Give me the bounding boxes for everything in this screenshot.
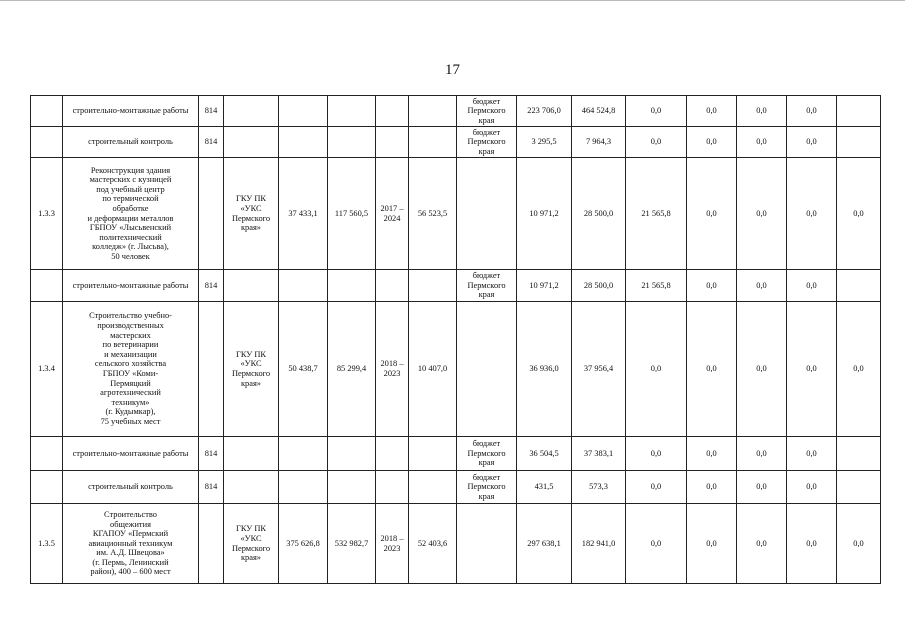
amount-year-1: 3 295,5 xyxy=(517,127,572,158)
estimated-cost xyxy=(279,270,328,302)
amount-year-2: 28 500,0 xyxy=(572,158,626,270)
amount-year-2: 7 964,3 xyxy=(572,127,626,158)
amount-year-6: 0,0 xyxy=(787,158,837,270)
table-row xyxy=(31,270,881,302)
estimated-cost xyxy=(279,96,328,127)
remaining-cost xyxy=(409,270,457,302)
work-type-name: строительный контроль xyxy=(63,127,199,158)
capacity-cost xyxy=(328,437,376,471)
capacity-cost xyxy=(328,270,376,302)
budget-code: 814 xyxy=(199,270,224,302)
table-row xyxy=(31,437,881,471)
estimated-cost: 50 438,7 xyxy=(279,302,328,437)
estimated-cost: 375 626,8 xyxy=(279,504,328,584)
item-number: 1.3.4 xyxy=(31,302,63,437)
remaining-cost xyxy=(409,437,457,471)
amount-year-6: 0,0 xyxy=(787,96,837,127)
budget-code: 814 xyxy=(199,471,224,504)
amount-total xyxy=(837,471,881,504)
amount-year-3: 0,0 xyxy=(626,96,687,127)
implementation-period: 2017 – 2024 xyxy=(376,158,409,270)
amount-total xyxy=(837,96,881,127)
amount-total xyxy=(837,437,881,471)
remaining-cost: 10 407,0 xyxy=(409,302,457,437)
work-type-name: строительный контроль xyxy=(63,471,199,504)
amount-year-6: 0,0 xyxy=(787,437,837,471)
budget-code: 814 xyxy=(199,437,224,471)
implementation-period: 2018 – 2023 xyxy=(376,504,409,584)
item-name: Строительство учебно- производственных мастерских по ветеринарии и механизации сельского хозяйства ГБПОУ «Коми- Пермяцкий агротехнический техникум» (г. Кудымкар), 75 учебных мест xyxy=(63,302,199,437)
amount-total: 0,0 xyxy=(837,302,881,437)
amount-total xyxy=(837,270,881,302)
amount-year-5: 0,0 xyxy=(737,437,787,471)
responsible-org xyxy=(224,437,279,471)
amount-year-2: 182 941,0 xyxy=(572,504,626,584)
table-row xyxy=(31,302,881,437)
amount-year-1: 223 706,0 xyxy=(517,96,572,127)
page-top-border xyxy=(0,0,905,1)
implementation-period xyxy=(376,127,409,158)
amount-year-4: 0,0 xyxy=(687,504,737,584)
amount-year-2: 37 383,1 xyxy=(572,437,626,471)
responsible-org: ГКУ ПК «УКС Пермского края» xyxy=(224,302,279,437)
item-number xyxy=(31,471,63,504)
amount-year-4: 0,0 xyxy=(687,96,737,127)
amount-year-6: 0,0 xyxy=(787,270,837,302)
amount-year-2: 573,3 xyxy=(572,471,626,504)
work-type-name: строительно-монтажные работы xyxy=(63,96,199,127)
responsible-org xyxy=(224,127,279,158)
implementation-period xyxy=(376,437,409,471)
amount-year-5: 0,0 xyxy=(737,158,787,270)
work-type-name: строительно-монтажные работы xyxy=(63,437,199,471)
implementation-period xyxy=(376,270,409,302)
amount-year-6: 0,0 xyxy=(787,471,837,504)
amount-year-4: 0,0 xyxy=(687,127,737,158)
funding-source: бюджет Пермского края xyxy=(457,437,517,471)
remaining-cost xyxy=(409,471,457,504)
capacity-cost xyxy=(328,96,376,127)
amount-year-5: 0,0 xyxy=(737,127,787,158)
amount-year-4: 0,0 xyxy=(687,437,737,471)
amount-year-1: 431,5 xyxy=(517,471,572,504)
estimated-cost xyxy=(279,437,328,471)
amount-year-2: 28 500,0 xyxy=(572,270,626,302)
funding-source: бюджет Пермского края xyxy=(457,96,517,127)
item-name: Строительство общежития КГАПОУ «Пермский авиационный техникум им. А.Д. Швецова» (г. Пермь, Ленинский район), 400 – 600 мест xyxy=(63,504,199,584)
item-number: 1.3.5 xyxy=(31,504,63,584)
code-cell xyxy=(199,504,224,584)
table-row xyxy=(31,158,881,270)
funding-source: бюджет Пермского края xyxy=(457,471,517,504)
amount-year-2: 464 524,8 xyxy=(572,96,626,127)
amount-year-1: 10 971,2 xyxy=(517,270,572,302)
implementation-period xyxy=(376,96,409,127)
responsible-org xyxy=(224,471,279,504)
item-name: Реконструкция здания мастерских с кузницей под учебный центр по термической обработке и деформации металлов ГБПОУ «Лысьвенский политехнический колледж» (г. Лысьва), 50 человек xyxy=(63,158,199,270)
responsible-org: ГКУ ПК «УКС Пермского края» xyxy=(224,158,279,270)
amount-year-6: 0,0 xyxy=(787,504,837,584)
implementation-period xyxy=(376,471,409,504)
amount-year-5: 0,0 xyxy=(737,270,787,302)
amount-year-3: 0,0 xyxy=(626,471,687,504)
item-number xyxy=(31,270,63,302)
amount-year-1: 36 504,5 xyxy=(517,437,572,471)
amount-total: 0,0 xyxy=(837,504,881,584)
capacity-cost xyxy=(328,127,376,158)
funding-source xyxy=(457,504,517,584)
amount-year-3: 21 565,8 xyxy=(626,270,687,302)
amount-year-5: 0,0 xyxy=(737,504,787,584)
implementation-period: 2018 – 2023 xyxy=(376,302,409,437)
table-row xyxy=(31,127,881,158)
funding-source: бюджет Пермского края xyxy=(457,270,517,302)
page-number: 17 xyxy=(445,62,460,78)
responsible-org xyxy=(224,270,279,302)
amount-total: 0,0 xyxy=(837,158,881,270)
amount-year-4: 0,0 xyxy=(687,270,737,302)
amount-year-1: 36 936,0 xyxy=(517,302,572,437)
remaining-cost: 52 403,6 xyxy=(409,504,457,584)
capacity-cost xyxy=(328,471,376,504)
estimated-cost xyxy=(279,471,328,504)
amount-year-4: 0,0 xyxy=(687,158,737,270)
responsible-org: ГКУ ПК «УКС Пермского края» xyxy=(224,504,279,584)
work-type-name: строительно-монтажные работы xyxy=(63,270,199,302)
code-cell xyxy=(199,158,224,270)
item-number xyxy=(31,96,63,127)
amount-year-4: 0,0 xyxy=(687,471,737,504)
funding-source xyxy=(457,158,517,270)
remaining-cost: 56 523,5 xyxy=(409,158,457,270)
amount-year-5: 0,0 xyxy=(737,96,787,127)
amount-year-1: 10 971,2 xyxy=(517,158,572,270)
table-row xyxy=(31,96,881,127)
amount-year-1: 297 638,1 xyxy=(517,504,572,584)
amount-year-3: 0,0 xyxy=(626,127,687,158)
estimated-cost xyxy=(279,127,328,158)
amount-year-5: 0,0 xyxy=(737,302,787,437)
code-cell xyxy=(199,302,224,437)
amount-year-4: 0,0 xyxy=(687,302,737,437)
capacity-cost: 85 299,4 xyxy=(328,302,376,437)
responsible-org xyxy=(224,96,279,127)
remaining-cost xyxy=(409,127,457,158)
funding-source xyxy=(457,302,517,437)
item-number xyxy=(31,437,63,471)
budget-table xyxy=(30,95,881,584)
budget-code: 814 xyxy=(199,127,224,158)
amount-year-3: 0,0 xyxy=(626,437,687,471)
amount-year-6: 0,0 xyxy=(787,302,837,437)
funding-source: бюджет Пермского края xyxy=(457,127,517,158)
budget-code: 814 xyxy=(199,96,224,127)
item-number: 1.3.3 xyxy=(31,158,63,270)
table-row xyxy=(31,471,881,504)
estimated-cost: 37 433,1 xyxy=(279,158,328,270)
amount-year-2: 37 956,4 xyxy=(572,302,626,437)
remaining-cost xyxy=(409,96,457,127)
item-number xyxy=(31,127,63,158)
amount-year-6: 0,0 xyxy=(787,127,837,158)
amount-year-5: 0,0 xyxy=(737,471,787,504)
amount-year-3: 0,0 xyxy=(626,504,687,584)
amount-total xyxy=(837,127,881,158)
table-body xyxy=(31,96,881,584)
capacity-cost: 532 982,7 xyxy=(328,504,376,584)
capacity-cost: 117 560,5 xyxy=(328,158,376,270)
table-row xyxy=(31,504,881,584)
amount-year-3: 0,0 xyxy=(626,302,687,437)
amount-year-3: 21 565,8 xyxy=(626,158,687,270)
